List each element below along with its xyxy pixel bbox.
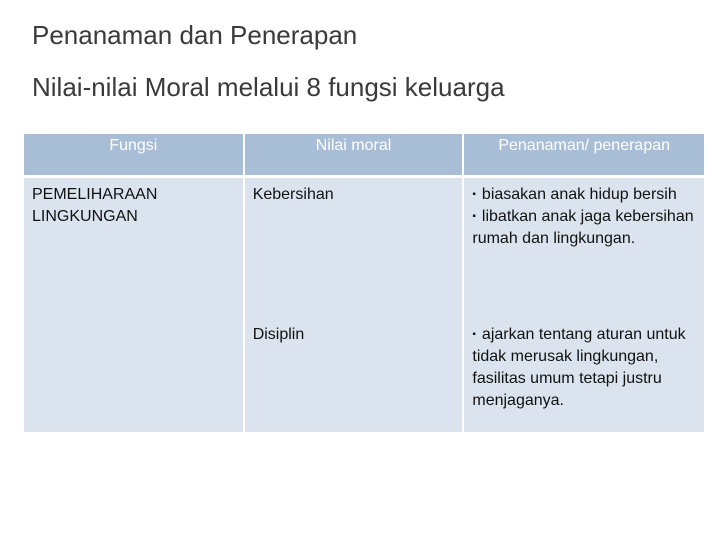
cell-fungsi: PEMELIHARAAN LINGKUNGAN [24,177,244,433]
bullet-icon: ▪ [472,189,476,200]
slide-title: Penanaman dan Penerapan [32,20,358,50]
bullet-icon: ▪ [472,329,476,340]
bullet-item [472,324,696,412]
table-header-row [24,134,704,177]
header-fungsi: Fungsi [24,134,244,177]
bullet-text: libatkan anak jaga kebersihan rumah dan lingkungan. [472,208,694,247]
bullet-item [472,206,696,250]
cell-nilai-moral: Kebersihan [244,177,464,321]
cell-nilai-moral: Disiplin [244,320,464,432]
bullet-text: ajarkan tentang aturan untuk tidak merusak lingkungan, fasilitas umum tetapi justru menjaganya. [472,326,686,409]
bullet-icon: ▪ [472,211,476,222]
bullet-text: biasakan anak hidup bersih [481,186,677,203]
table-row [24,177,704,321]
slide-subtitle: Nilai-nilai Moral melalui 8 fungsi keluarga [32,72,505,102]
cell-penanaman [463,177,704,321]
bullet-item [472,184,696,206]
header-penanaman: Penanaman/ penerapan [463,134,704,177]
header-nilai-moral: Nilai moral [244,134,464,177]
cell-penanaman [463,320,704,432]
moral-values-table [24,134,704,432]
